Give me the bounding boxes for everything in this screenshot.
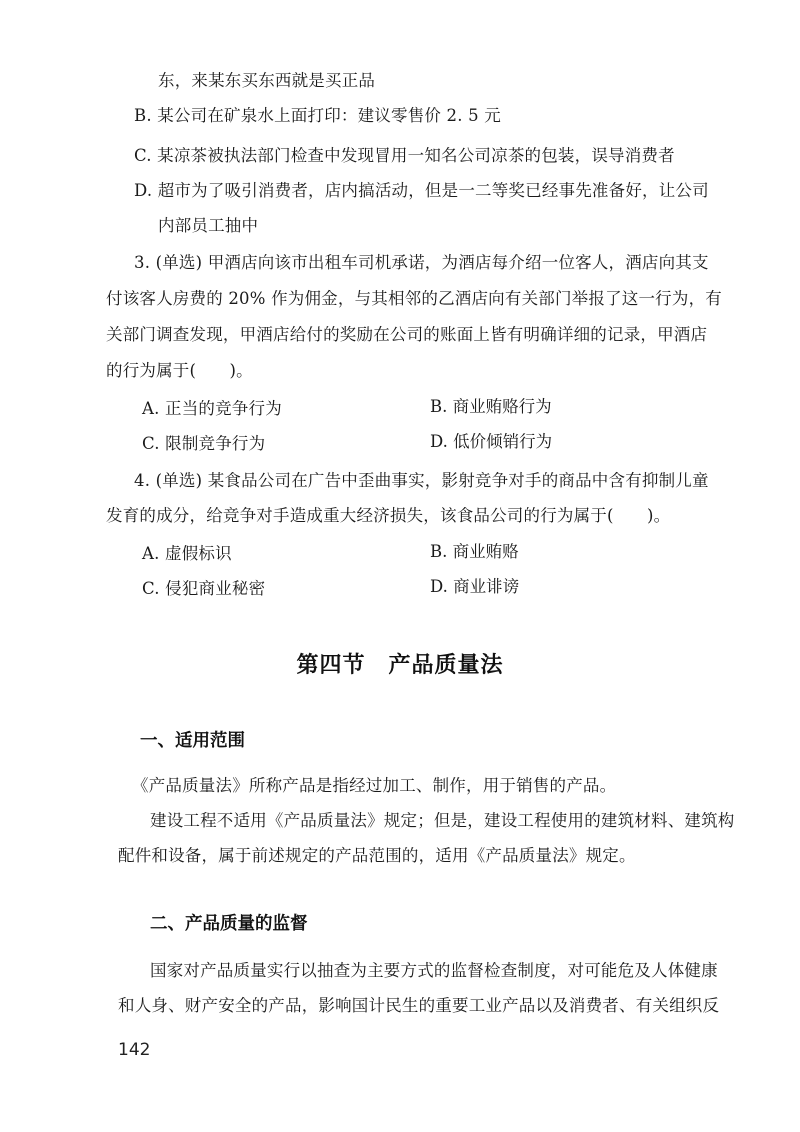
q3-text-line1: 3. (单选) 甲酒店向该市出租车司机承诺，为酒店每介绍一位客人，酒店向其支 <box>134 253 709 272</box>
q4-text-line1: 4. (单选) 某食品公司在广告中歪曲事实，影射竞争对手的商品中含有抑制儿童 <box>134 471 709 490</box>
subsection-heading-scope: 一、适用范围 <box>140 731 245 751</box>
q4-option-c: C. 侵犯商业秘密 <box>142 579 266 598</box>
q3-text-line2: 付该客人房费的 20% 作为佣金，与其相邻的乙酒店向有关部门举报了这一行为，有 <box>106 289 722 308</box>
scope-paragraph2-line1: 建设工程不适用《产品质量法》规定；但是，建设工程使用的建筑材料、建筑构 <box>150 811 735 830</box>
q3-text-line4: 的行为属于( )。 <box>106 361 253 380</box>
q3-option-d: D. 低价倾销行为 <box>430 432 553 451</box>
q2-option-b: B. 某公司在矿泉水上面打印：建议零售价 2. 5 元 <box>134 106 501 125</box>
scope-paragraph1: 《产品质量法》所称产品是指经过加工、制作，用于销售的产品。 <box>132 776 617 795</box>
q4-text-line2: 发育的成分，给竞争对手造成重大经济损失，该食品公司的行为属于( )。 <box>106 506 671 525</box>
q4-option-a: A. 虚假标识 <box>142 544 232 563</box>
supervision-paragraph-line1: 国家对产品质量实行以抽查为主要方式的监督检查制度，对可能危及人体健康 <box>150 961 718 980</box>
q3-option-c: C. 限制竞争行为 <box>142 434 266 453</box>
q3-text-line3: 关部门调查发现，甲酒店给付的奖励在公司的账面上皆有明确详细的记录，甲酒店 <box>106 325 708 344</box>
q4-option-d: D. 商业诽谤 <box>430 577 520 596</box>
subsection-heading-supervision: 二、产品质量的监督 <box>150 914 308 934</box>
q2-option-d-line1: D. 超市为了吸引消费者，店内搞活动，但是一二等奖已经事先准备好，让公司 <box>134 181 709 200</box>
q4-option-b: B. 商业贿赂 <box>430 542 519 561</box>
section-title: 第四节 产品质量法 <box>296 653 504 678</box>
q3-option-a: A. 正当的竞争行为 <box>142 399 282 418</box>
scope-paragraph2-line2: 配件和设备，属于前述规定的产品范围的，适用《产品质量法》规定。 <box>118 846 636 865</box>
supervision-paragraph-line2: 和人身、财产安全的产品，影响国计民生的重要工业产品以及消费者、有关组织反 <box>118 996 720 1015</box>
q2-option-c: C. 某凉茶被执法部门检查中发现冒用一知名公司凉茶的包装，误导消费者 <box>134 146 675 165</box>
q2-continuation-line: 东，来某东买东西就是买正品 <box>158 71 376 90</box>
page-number: 142 <box>118 1040 151 1060</box>
q3-option-b: B. 商业贿赂行为 <box>430 397 552 416</box>
q2-option-d-line2: 内部员工抽中 <box>158 216 259 235</box>
